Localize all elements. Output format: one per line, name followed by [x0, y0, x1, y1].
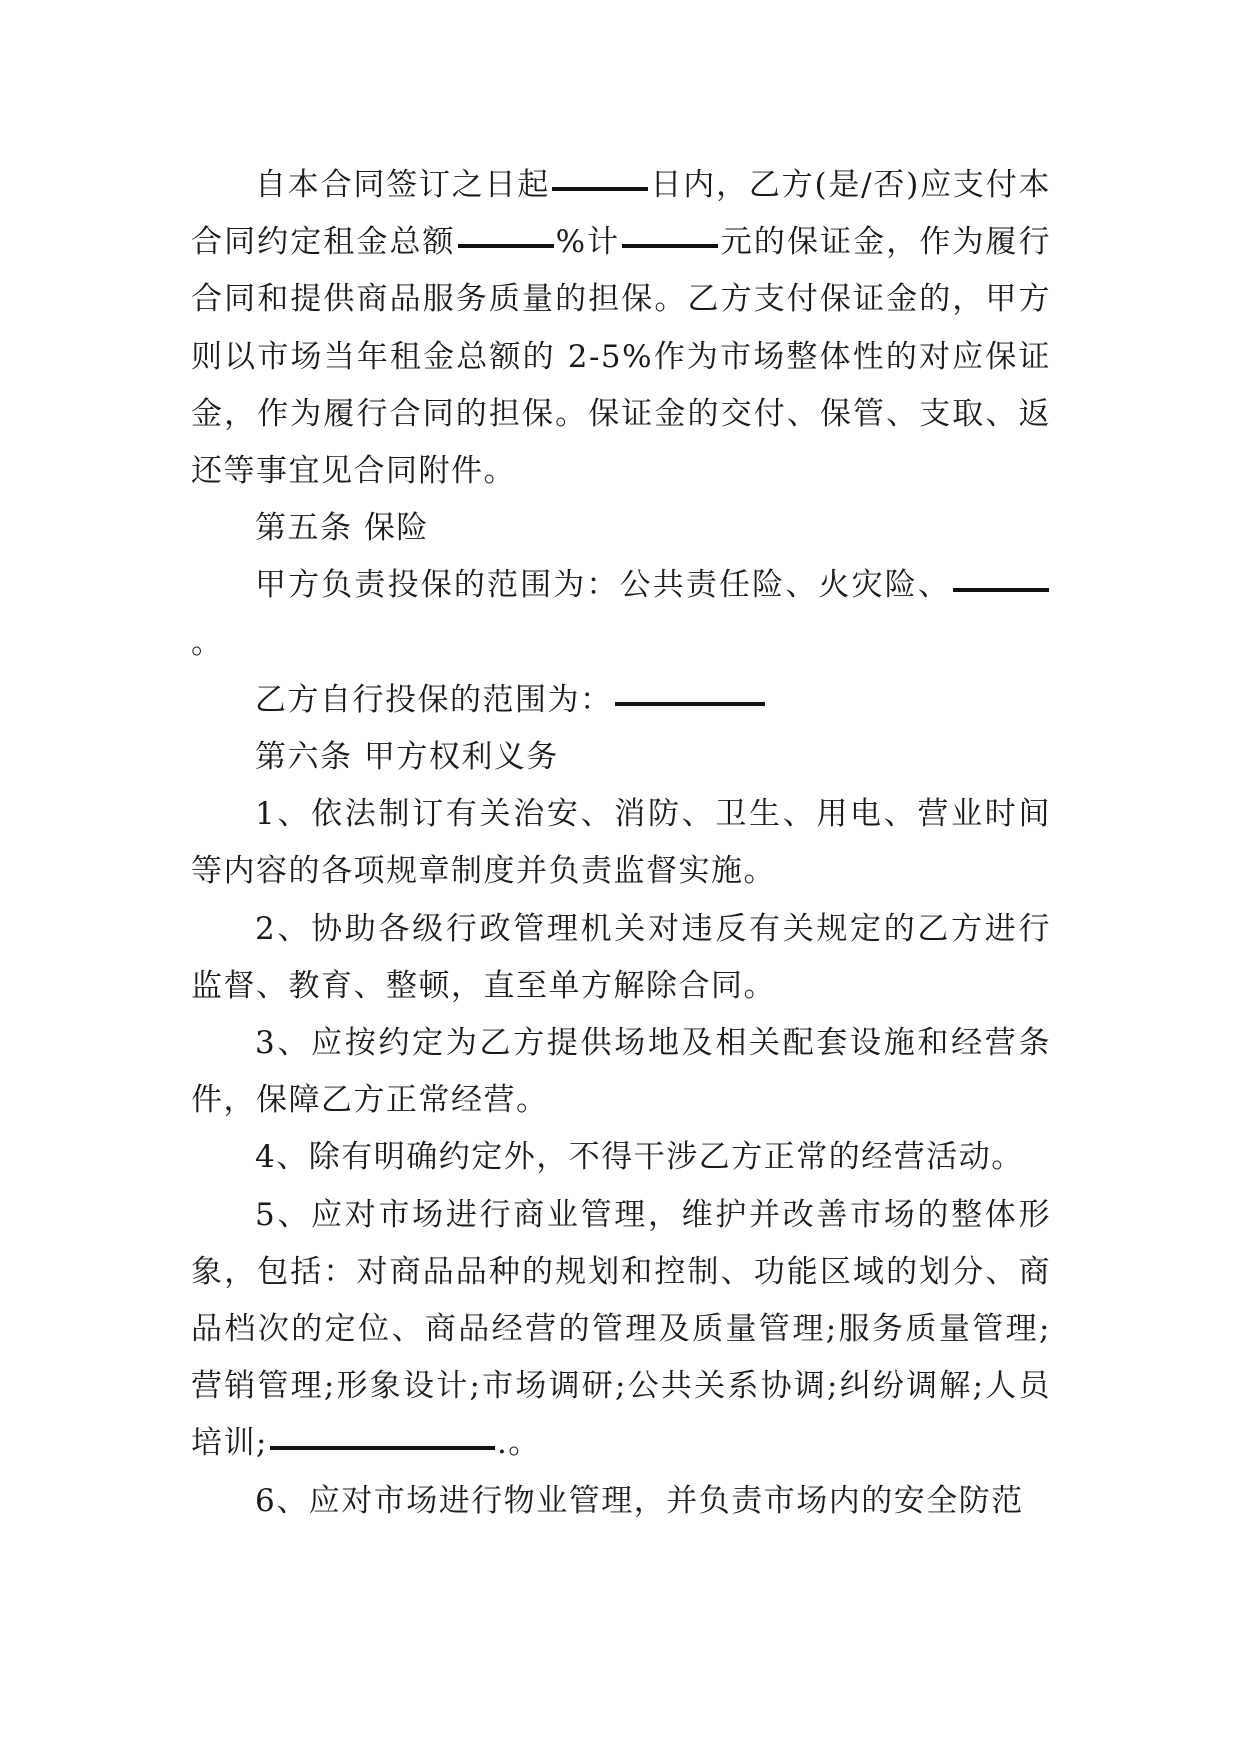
blank-insurance-a	[953, 587, 1049, 592]
article-6-heading: 第六条 甲方权利义务	[255, 739, 559, 776]
insurance-a-tail: 。	[191, 624, 224, 661]
item-2: 2、协助各级行政管理机关对违反有关规定的乙方进行监督、教育、整顿，直至单方解除合同。	[191, 910, 1051, 1004]
item-3: 3、应按约定为乙方提供场地及相关配套设施和经营条件，保障乙方正常经营。	[191, 1025, 1051, 1119]
item-4: 4、除有明确约定外，不得干涉乙方正常的经营活动。	[255, 1139, 1024, 1176]
item-6: 6、应对市场进行物业管理，并负责市场内的安全防范	[255, 1482, 1024, 1519]
blank-amount	[622, 243, 718, 248]
deposit-text-2: 日内，乙方(是/否)应支付本合同约定租金总额	[191, 167, 1051, 261]
blank-training	[270, 1445, 495, 1450]
insurance-party-b	[191, 672, 1051, 729]
deposit-text-1: 自本合同签订之日起	[255, 167, 551, 203]
item-5-text: 5、应对市场进行商业管理，维护并改善市场的整体形象，包括：对商品品种的规划和控制、功能区域的划分、商品档次的定位、商品经营的管理及质量管理;服务质量管理;营销管理;形象设计;市场调研;公共关系协调;纠纷调解;人员培训;	[191, 1196, 1051, 1462]
blank-percent	[458, 243, 554, 248]
blank-days	[552, 186, 648, 191]
item-5-tail: .。	[496, 1425, 541, 1462]
deposit-paragraph	[191, 157, 1051, 500]
deposit-text-3: %计	[555, 224, 621, 261]
blank-insurance-b	[615, 701, 765, 706]
insurance-party-a	[191, 557, 1051, 671]
insurance-b-text: 乙方自行投保的范围为：	[255, 681, 613, 718]
article-5-heading: 第五条 保险	[255, 510, 429, 547]
document-body	[191, 157, 1051, 1530]
item-5	[191, 1187, 1051, 1473]
deposit-text-4: 元的保证金，作为履行合同和提供商品服务质量的担保。乙方支付保证金的，甲方则以市场当年租金总额的 2-5%作为市场整体性的对应保证金，作为履行合同的担保。保证金的交付、保管、支取、返还等事宜见合同附件。	[191, 224, 1051, 490]
item-1: 1、依法制订有关治安、消防、卫生、用电、营业时间等内容的各项规章制度并负责监督实施。	[191, 796, 1051, 890]
insurance-a-text: 甲方负责投保的范围为：公共责任险、火灾险、	[255, 567, 951, 604]
